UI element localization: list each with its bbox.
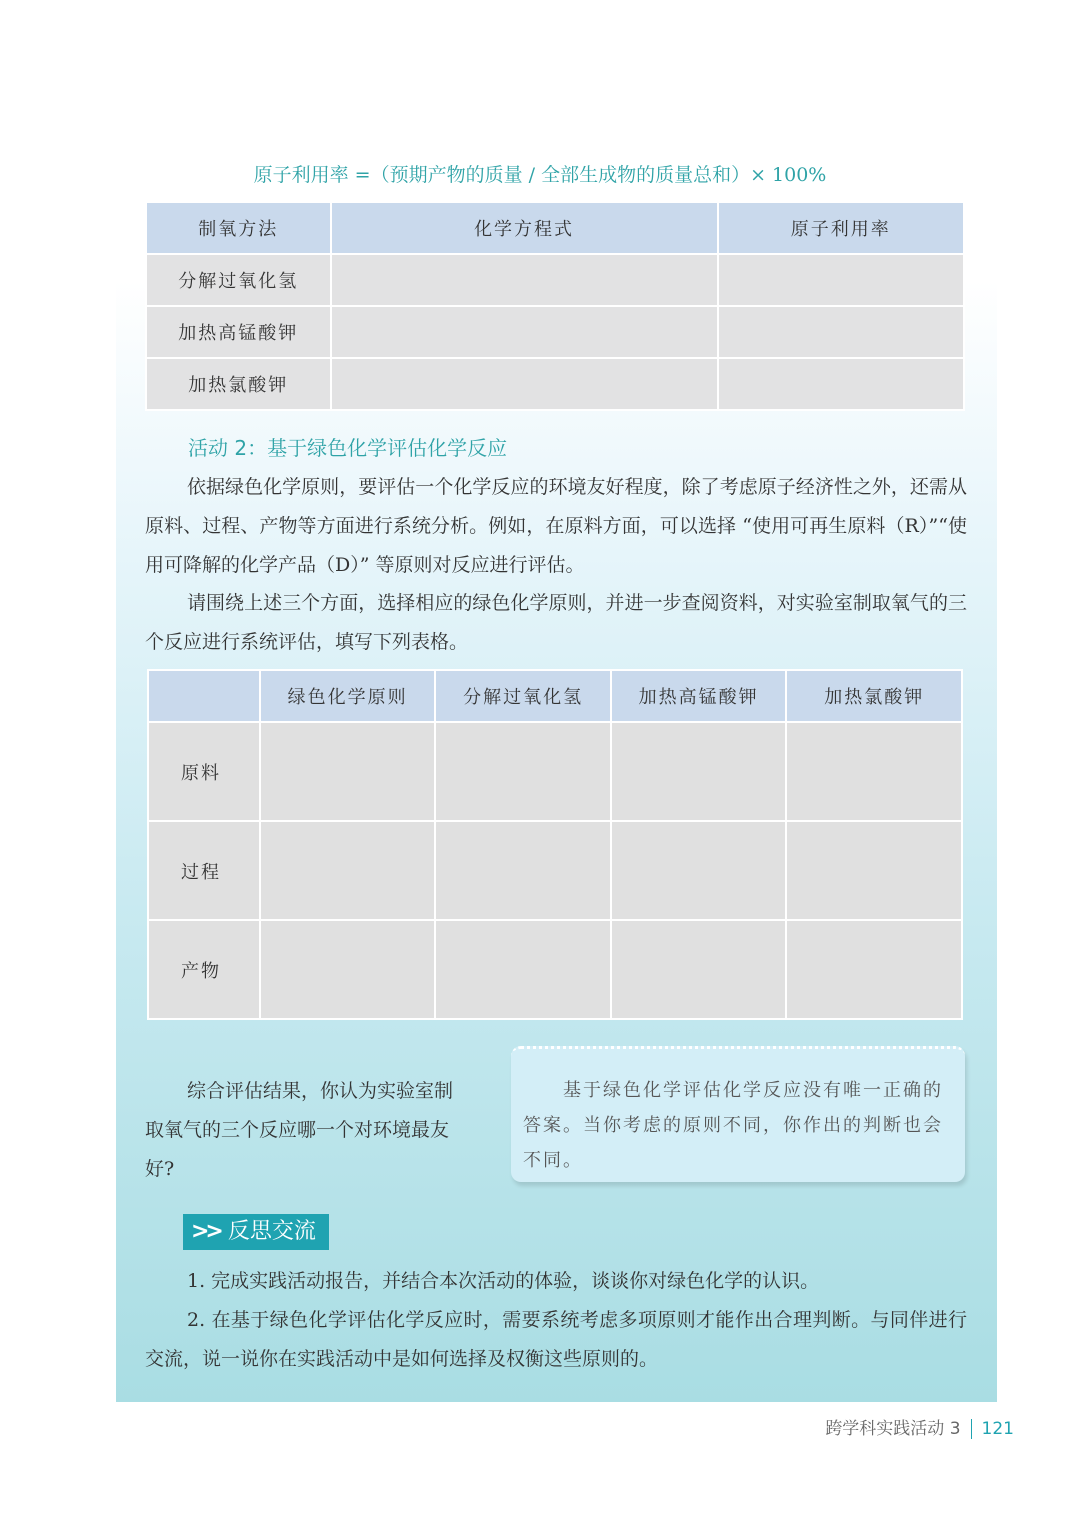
table-row — [146, 358, 964, 410]
footer-divider — [971, 1419, 972, 1439]
blank-cell[interactable] — [611, 722, 787, 821]
green-chemistry-evaluation-table — [147, 669, 963, 1020]
table-row — [148, 722, 962, 821]
atom-utilization-formula: 原子利用率 =（预期产物的质量 / 全部生成物的质量总和）× 100% — [253, 164, 827, 186]
row-header: 加热高锰酸钾 — [146, 306, 331, 358]
row-header: 原料 — [148, 722, 260, 821]
column-header: 加热高锰酸钾 — [611, 670, 787, 722]
activity-2-title: 活动 2：基于绿色化学评估化学反应 — [188, 436, 508, 460]
table-row — [148, 821, 962, 920]
evaluation-question — [145, 1072, 465, 1189]
column-header: 分解过氧化氢 — [435, 670, 611, 722]
activity-2-paragraph-1 — [145, 468, 967, 585]
reflection-section-badge — [183, 1214, 329, 1250]
blank-cell[interactable] — [435, 920, 611, 1019]
column-header: 绿色化学原则 — [260, 670, 436, 722]
blank-cell[interactable] — [260, 821, 436, 920]
blank-cell[interactable] — [611, 821, 787, 920]
equation-cell[interactable] — [331, 306, 718, 358]
paragraph-text: 依据绿色化学原则，要评估一个化学反应的环境友好程度，除了考虑原子经济性之外，还需从原料、过程、产物等方面进行系统分析。例如，在原料方面，可以选择 “使用可再生原料（R）”“使用可降解的化学产品（D）” 等原则对反应进行评估。 — [145, 476, 967, 576]
column-header: 化学方程式 — [331, 202, 718, 254]
row-header: 加热氯酸钾 — [146, 358, 331, 410]
blank-cell[interactable] — [786, 821, 962, 920]
table-header-row — [146, 202, 964, 254]
table-header-row — [148, 670, 962, 722]
page-footer — [825, 1414, 1014, 1439]
question-text: 综合评估结果，你认为实验室制取氧气的三个反应哪一个对环境最友好? — [145, 1080, 454, 1180]
activity-2-paragraph-2 — [145, 584, 967, 662]
blank-cell[interactable] — [435, 722, 611, 821]
equation-cell[interactable] — [331, 358, 718, 410]
reflection-item-2: 2. 在基于绿色化学评估化学反应时，需要系统考虑多项原则才能作出合理判断。与同伴进行交流，说一说你在实践活动中是如何选择及权衡这些原则的。 — [145, 1309, 967, 1370]
table-row — [148, 920, 962, 1019]
utilization-cell[interactable] — [718, 358, 964, 410]
row-header: 分解过氧化氢 — [146, 254, 331, 306]
blank-cell[interactable] — [260, 722, 436, 821]
blank-cell[interactable] — [435, 821, 611, 920]
column-header: 原子利用率 — [718, 202, 964, 254]
column-header: 制氧方法 — [146, 202, 331, 254]
badge-label: 反思交流 — [227, 1219, 316, 1244]
blank-cell[interactable] — [260, 920, 436, 1019]
table-row — [146, 254, 964, 306]
double-chevron-right-icon: >> — [191, 1219, 220, 1244]
column-header: 加热氯酸钾 — [786, 670, 962, 722]
note-text: 基于绿色化学评估化学反应没有唯一正确的答案。当你考虑的原则不同，你作出的判断也会不同。 — [523, 1080, 943, 1171]
blank-cell[interactable] — [611, 920, 787, 1019]
reflection-item-1: 1. 完成实践活动报告，并结合本次活动的体验，谈谈你对绿色化学的认识。 — [187, 1270, 820, 1292]
table-row — [146, 306, 964, 358]
row-header: 产物 — [148, 920, 260, 1019]
page-number: 121 — [981, 1419, 1014, 1439]
oxygen-methods-table — [145, 201, 965, 411]
equation-cell[interactable] — [331, 254, 718, 306]
utilization-cell[interactable] — [718, 254, 964, 306]
column-header — [148, 670, 260, 722]
row-header: 过程 — [148, 821, 260, 920]
paragraph-text: 请围绕上述三个方面，选择相应的绿色化学原则，并进一步查阅资料，对实验室制取氧气的三个反应进行系统评估，填写下列表格。 — [145, 592, 967, 653]
utilization-cell[interactable] — [718, 306, 964, 358]
tip-note-box — [511, 1046, 965, 1182]
blank-cell[interactable] — [786, 722, 962, 821]
blank-cell[interactable] — [786, 920, 962, 1019]
footer-section-title: 跨学科实践活动 3 — [825, 1419, 961, 1439]
